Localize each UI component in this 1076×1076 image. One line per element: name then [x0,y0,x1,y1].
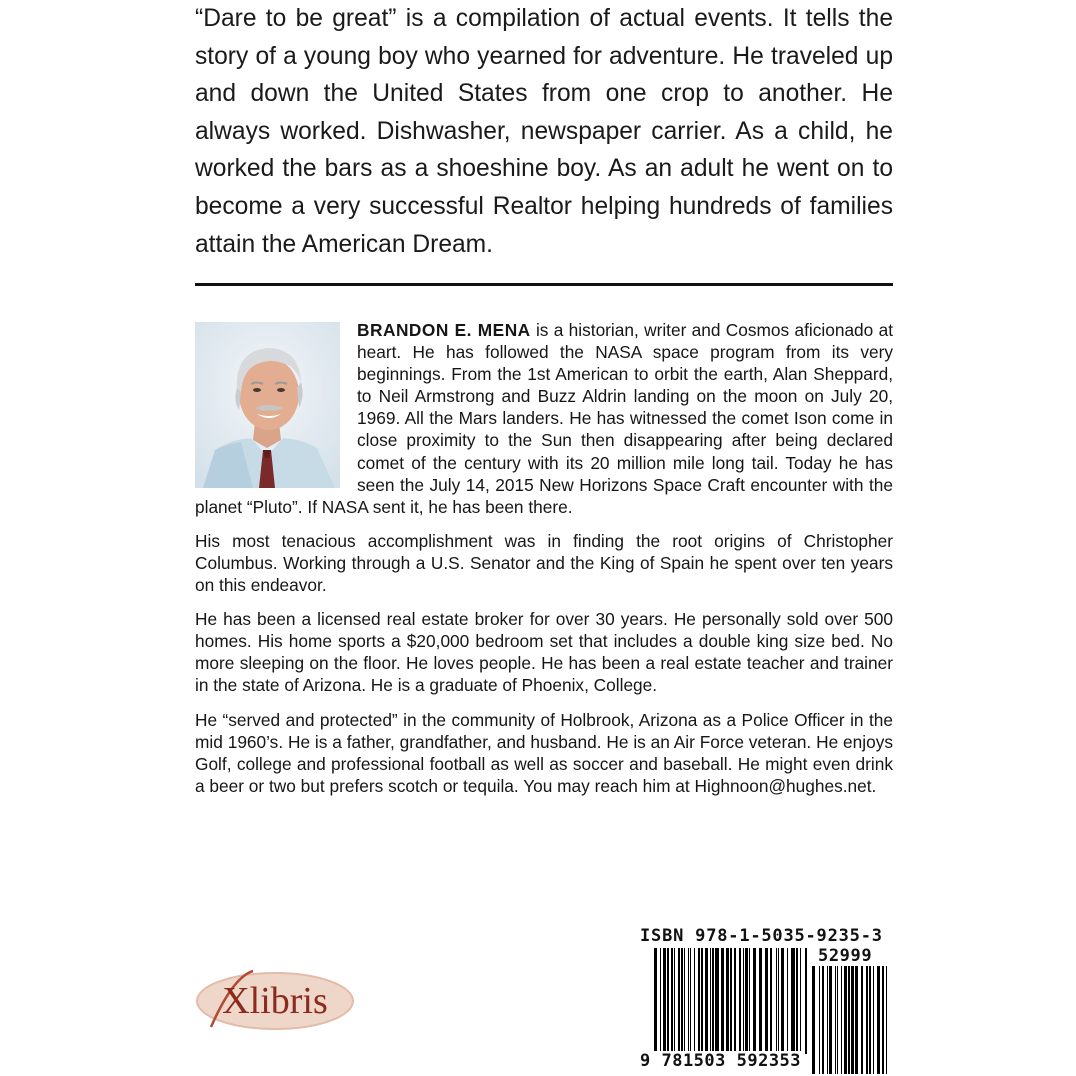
barcode-bar [829,966,832,1074]
barcode-bar [705,948,708,1054]
barcode-bar [841,966,842,1074]
book-blurb: “Dare to be great” is a compilation of actual events. It tells the story of a young boy who yearned for adventure. He traveled up and down the United States from one crop to another. He always worked. Dishwasher, newspaper carrier. As a child, he worked the bars as a shoeshine boy. As an adult he went on to become a very successful Realtor helping hundreds of families attain the American Dream. [195,5,893,258]
barcode-bar [770,948,772,1054]
barcode-bar [694,948,695,1054]
barcode-bar [882,966,884,1074]
barcode-bar [745,948,748,1054]
barcode-bar [822,966,824,1074]
barcode-bar [753,948,756,1054]
barcode-bar [866,966,868,1074]
xlibris-logo-text: Xlibris [222,980,328,1022]
barcode-bar [712,948,714,1054]
barcode-bar [654,948,657,1054]
barcode-bar [690,948,691,1054]
barcode-bar [674,948,675,1054]
barcode-bar [787,948,788,1054]
isbn-barcode [628,926,890,1074]
barcode-bar [739,948,741,1054]
barcode-bar [678,948,680,1054]
bio-paragraph-1-text: is a historian, writer and Cosmos aficionado at heart. He has followed the NASA space program from its very beginnings. From the 1st American to orbit the earth, Alan Sheppard, to Neil Armstrong and Buzz Aldrin landing on the moon on July 20, 1969. All the Mars landers. He has witnessed the comet Ison come in close proximity to the Sun then disappearing after being declared comet of the century with its 20 million mile long tail. Today he has seen the July 14, 2015 New Horizons Space Craft encounter with the planet “Pluto”. If NASA sent it, he has been there. [195,320,893,517]
barcode-bar [791,948,795,1054]
barcode-bar [726,948,729,1054]
barcode-bar [805,948,807,1054]
barcode-digits: 9 781503 592353 [640,1051,802,1071]
barcode-bar [698,948,700,1054]
bio-paragraph-3: He has been a licensed real estate broker for over 30 years. He personally sold over 500 homes. His home sports a $20,000 bedroom set that includes a double king size bed. No more sleeping on the floor. He loves people. He has been a real estate teacher and trainer in the state of Arizona. He is a graduate of Phoenix, College. [195,609,893,696]
barcode-bar [877,966,880,1074]
barcode-bar [812,966,815,1074]
barcode-bar [701,948,703,1054]
barcode-bar [848,966,850,1074]
barcode-bar [776,948,777,1054]
barcode-bars [654,948,810,1054]
barcode-bar [684,948,685,1054]
barcode-bar [827,966,828,1074]
barcode-bar [688,948,689,1054]
barcode-bar [765,948,768,1054]
barcode-bar [886,966,887,1074]
barcode-bar [873,966,874,1074]
barcode-bar [800,948,801,1054]
isbn-label: ISBN 978-1-5035-9235-3 [640,926,883,946]
barcode-bar [734,948,736,1054]
barcode-bar [851,966,854,1074]
barcode-bar [781,948,784,1054]
barcode-bar [671,948,673,1054]
barcode-bar [663,948,666,1054]
author-bio [195,319,893,809]
barcode-bar [710,948,711,1054]
barcode-bar [730,948,732,1054]
barcode-bar [819,966,820,1074]
barcode-bar [721,948,724,1054]
barcode-bar [855,966,858,1074]
barcode-bar [715,948,719,1054]
barcode-bar [861,966,863,1074]
author-name: BRANDON E. MENA [357,320,531,340]
barcode-bar [743,948,744,1054]
barcode-bar [869,966,871,1074]
barcode-bar [681,948,683,1054]
bio-paragraph-4: He “served and protected” in the community of Holbrook, Arizona as a Police Officer in the mid 1960’s. He is a father, grandfather, and husband. He is an Air Force veteran. He enjoys Golf, college and professional football as well as soccer and baseball. He might even drink a beer or two but prefers scotch or tequila. You may reach him at Highnoon@hughes.net. [195,709,893,796]
barcode-bar [667,948,669,1054]
barcode-bar [837,966,838,1074]
barcode-bar [835,966,836,1074]
barcode-bar [778,948,779,1054]
xlibris-logo [193,967,355,1035]
barcode-bar [660,948,661,1054]
bio-paragraph-1 [195,319,893,518]
barcode-bar [796,948,798,1054]
price-code: 52999 [818,946,873,966]
barcode-addon-bars [812,966,888,1074]
barcode-bar [759,948,762,1054]
bio-paragraph-2: His most tenacious accomplishment was in finding the root origins of Christopher Columbus. Working through a U.S. Senator and the King of Spain he spent over ten years on this endeavor. [195,530,893,596]
divider-rule [195,283,893,286]
barcode-bar [749,948,750,1054]
barcode-bar [844,966,847,1074]
